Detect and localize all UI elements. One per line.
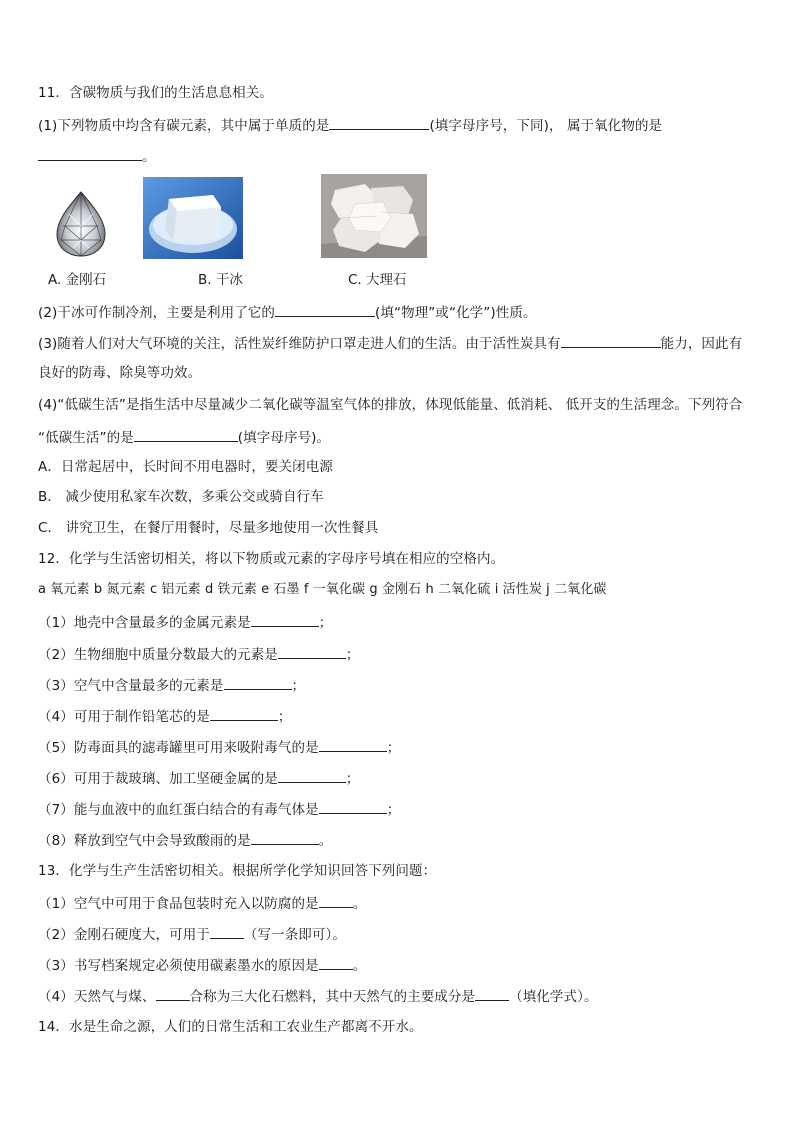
q11-part1-line2: 。 bbox=[38, 146, 156, 166]
marble-image bbox=[321, 174, 427, 258]
q14-title: 14．水是生命之源，人们的日常生活和工农业生产都离不开水。 bbox=[38, 1019, 423, 1035]
caption-a: A. 金刚石 bbox=[48, 272, 107, 288]
answer-blank[interactable] bbox=[224, 675, 292, 690]
answer-blank[interactable] bbox=[475, 986, 509, 1001]
q11-title: 11．含碳物质与我们的生活息息相关。 bbox=[38, 85, 273, 101]
answer-blank[interactable] bbox=[210, 706, 278, 721]
q11-option-c: C． 讲究卫生，在餐厅用餐时，尽量多地使用一次性餐具 bbox=[38, 520, 379, 536]
q13-item-1: （1）空气中可用于食品包装时充入以防腐的是 。 bbox=[38, 893, 366, 913]
q12-item-7: （7）能与血液中的血红蛋白结合的有毒气体是 ； bbox=[38, 799, 400, 819]
answer-blank[interactable] bbox=[278, 644, 346, 659]
q11-part4-line1: (4)“低碳生活”是指生活中尽量减少二氧化碳等温室气体的排放，体现低能量、低消耗、 低开支的生活理念。下列符合 bbox=[38, 397, 743, 413]
answer-blank[interactable] bbox=[156, 986, 190, 1001]
answer-blank[interactable] bbox=[319, 737, 387, 752]
q11-part1-line1: (1)下列物质中均含有碳元素，其中属于单质的是 (填字母序号，下同)， 属于氧化物的是 bbox=[38, 115, 662, 135]
q12-title: 12．化学与生活密切相关，将以下物质或元素的字母序号填在相应的空格内。 bbox=[38, 551, 505, 567]
q11-part4-line2: “低碳生活”的是 (填字母序号)。 bbox=[38, 427, 330, 447]
q11-part2: (2)干冰可作制冷剂，主要是利用了它的 (填“物理”或“化学”)性质。 bbox=[38, 302, 537, 322]
q12-item-3: （3）空气中含量最多的元素是 ； bbox=[38, 675, 305, 695]
q12-item-1: （1）地壳中含量最多的金属元素是 ； bbox=[38, 612, 332, 632]
q11-option-b: B． 减少使用私家车次数，多乘公交或骑自行车 bbox=[38, 489, 324, 505]
answer-blank[interactable] bbox=[278, 768, 346, 783]
q11-part3-line2: 良好的防毒、除臭等功效。 bbox=[38, 365, 202, 381]
caption-c: C. 大理石 bbox=[348, 272, 407, 288]
q13-item-3: （3）书写档案规定必须使用碳素墨水的原因是 。 bbox=[38, 955, 366, 975]
q12-options: a 氧元素 b 氮元素 c 铝元素 d 铁元素 e 石墨 f 一氧化碳 g 金刚石 h 二氧化硫 i 活性炭 j 二氧化碳 bbox=[38, 582, 607, 597]
q12-item-5: （5）防毒面具的滤毒罐里可用来吸附毒气的是 ； bbox=[38, 737, 400, 757]
q12-item-2: （2）生物细胞中质量分数最大的元素是 ； bbox=[38, 644, 360, 664]
q11-option-a: A．日常起居中，长时间不用电器时，要关闭电源 bbox=[38, 459, 333, 475]
answer-blank[interactable] bbox=[38, 146, 142, 161]
q12-item-6: （6）可用于裁玻璃、加工坚硬金属的是 ； bbox=[38, 768, 360, 788]
answer-blank[interactable] bbox=[134, 427, 238, 442]
q13-item-4: （4）天然气与煤、 合称为三大化石燃料，其中天然气的主要成分是 （填化学式）。 bbox=[38, 986, 598, 1006]
answer-blank[interactable] bbox=[251, 612, 319, 627]
q13-item-2: （2）金刚石硬度大，可用于 （写一条即可）。 bbox=[38, 924, 346, 944]
q12-item-4: （4）可用于制作铅笔芯的是 ； bbox=[38, 706, 292, 726]
answer-blank[interactable] bbox=[561, 333, 661, 348]
answer-blank[interactable] bbox=[319, 893, 353, 908]
answer-blank[interactable] bbox=[210, 924, 244, 939]
answer-blank[interactable] bbox=[329, 115, 429, 130]
caption-b: B. 干冰 bbox=[198, 272, 243, 288]
answer-blank[interactable] bbox=[251, 830, 319, 845]
answer-blank[interactable] bbox=[275, 302, 375, 317]
dry-ice-image bbox=[143, 177, 243, 259]
q13-title: 13．化学与生产生活密切相关。根据所学化学知识回答下列问题： bbox=[38, 863, 437, 879]
diamond-image bbox=[55, 190, 107, 258]
q12-item-8: （8）释放到空气中会导致酸雨的是 。 bbox=[38, 830, 332, 850]
answer-blank[interactable] bbox=[319, 799, 387, 814]
answer-blank[interactable] bbox=[319, 955, 353, 970]
q11-part3-line1: (3)随着人们对大气环境的关注，活性炭纤维防护口罩走进人们的生活。由于活性炭具有 能力，因此有 bbox=[38, 333, 742, 353]
